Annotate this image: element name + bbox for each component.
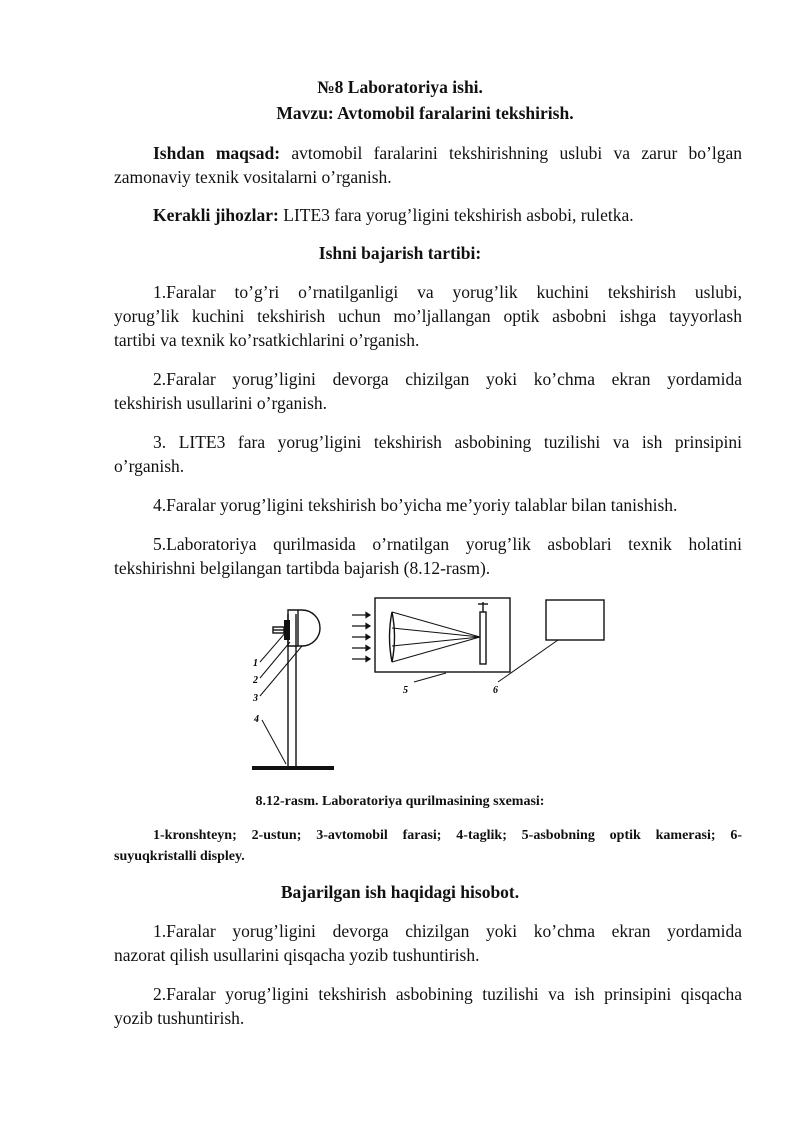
equipment-paragraph xyxy=(153,204,634,226)
lcd-display-shape xyxy=(546,600,604,640)
report-item-1-line2: nazorat qilish usullarini qisqacha yozib tushuntirish. xyxy=(114,945,480,965)
procedure-item-2-line2: tekshirish usullarini o’rganish. xyxy=(114,393,328,413)
lab-setup-svg xyxy=(246,596,611,774)
ray-mid-top xyxy=(392,628,480,637)
report-item-2-line2: yozib tushuntirish. xyxy=(114,1008,245,1028)
goal-text-line2: zamonaviy texnik vositalarni o’rganish. xyxy=(114,167,392,187)
figure-caption: 8.12-rasm. Laboratoriya qurilmasining sxemasi: xyxy=(255,794,545,809)
figure-legend-line2: suyuqkristalli displey. xyxy=(114,849,245,864)
leader-line-2 xyxy=(260,642,290,678)
leader-line-4 xyxy=(262,720,286,764)
procedure-item-3-line1: 3. LITE3 fara yorug’ligini tekshirish asbobining tuzilishi va ish prinsipini xyxy=(153,432,742,452)
figure-label-5: 5 xyxy=(403,685,408,696)
leader-line-1 xyxy=(260,632,286,662)
procedure-item-3-line2: o’rganish. xyxy=(114,456,185,476)
ray-bottom xyxy=(392,637,480,662)
procedure-item-1-line3: tartibi va texnik ko’rsatkichlarini o’rganish. xyxy=(114,330,420,350)
bracket-shape xyxy=(284,620,290,640)
figure-label-4: 4 xyxy=(254,714,259,725)
report-item-2-line1: 2.Faralar yorug’ligini tekshirish asbobining tuzilishi va ish prinsipini qisqacha xyxy=(153,984,742,1004)
figure-label-2: 2 xyxy=(253,675,258,686)
ray-mid-bottom xyxy=(392,637,480,646)
figure-legend-line1: 1-kronshteyn; 2-ustun; 3-avtomobil farasi; 4-taglik; 5-asbobning optik kamerasi; 6- xyxy=(153,828,742,843)
report-item-1-line1: 1.Faralar yorug’ligini devorga chizilgan yoki ko’chma ekran yordamida xyxy=(153,921,742,941)
light-rays-group xyxy=(352,613,370,662)
equipment-text: LITE3 fara yorug’ligini tekshirish asbobi, ruletka. xyxy=(283,205,634,225)
report-heading: Bajarilgan ish haqidagi hisobot. xyxy=(280,882,520,902)
procedure-item-2-line1: 2.Faralar yorug’ligini devorga chizilgan yoki ko’chma ekran yordamida xyxy=(153,369,742,389)
figure-label-3: 3 xyxy=(253,693,258,704)
procedure-item-5-line2: tekshirishni belgilangan tartibda bajarish (8.12-rasm). xyxy=(114,558,491,578)
leader-line-5 xyxy=(414,673,446,682)
camera-lens-shape xyxy=(390,612,395,662)
camera-screen-shape xyxy=(480,612,486,664)
ray-top xyxy=(392,612,480,637)
procedure-item-1-line2: yorug’lik kuchini tekshirish uchun mo’ljallangan optik asbobni ishga tayyorlash xyxy=(114,306,742,326)
base-plate-shape xyxy=(252,766,334,770)
lab-topic: Mavzu: Avtomobil faralarini tekshirish. xyxy=(276,103,574,123)
procedure-item-1-line1: 1.Faralar to’g’ri o’rnatilganligi va yorug’lik kuchini tekshirish uslubi, xyxy=(153,282,742,302)
procedure-item-4-line1: 4.Faralar yorug’ligini tekshirish bo’yicha me’yoriy talablar bilan tanishish. xyxy=(153,495,678,515)
goal-label: Ishdan maqsad: xyxy=(153,143,281,163)
figure-label-6: 6 xyxy=(493,685,498,696)
figure-label-1: 1 xyxy=(253,658,258,669)
headlight-housing-shape xyxy=(288,610,320,646)
leader-line-6 xyxy=(498,640,558,682)
procedure-item-5-line1: 5.Laboratoriya qurilmasida o’rnatilgan yorug’lik asboblari texnik holatini xyxy=(153,534,742,554)
goal-paragraph-line1 xyxy=(114,142,742,164)
equipment-label: Kerakli jihozlar: xyxy=(153,205,279,225)
lab-setup-diagram xyxy=(246,596,611,774)
procedure-heading: Ishni bajarish tartibi: xyxy=(318,243,482,263)
lab-title: №8 Laboratoriya ishi. xyxy=(317,77,483,97)
goal-text-line1: avtomobil faralarini tekshirishning uslubi va zarur bo’lgan xyxy=(291,143,743,163)
